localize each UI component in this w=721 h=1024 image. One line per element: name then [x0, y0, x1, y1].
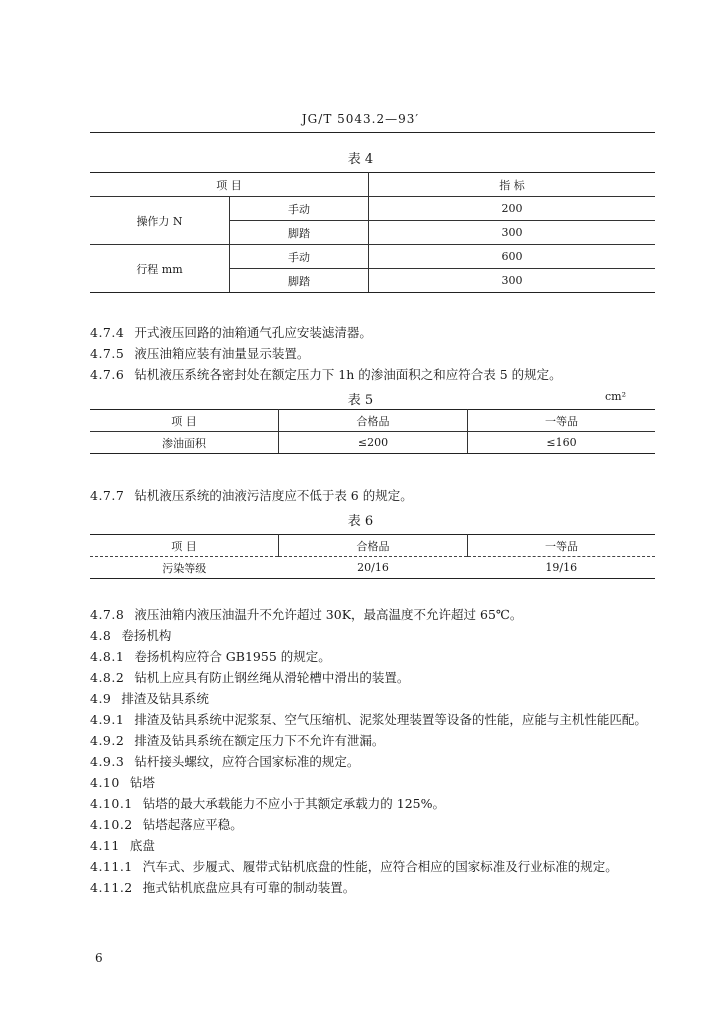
table4-value: 300: [369, 221, 656, 245]
table4-mode: 手动: [230, 197, 369, 221]
section-heading: 4.11 底盘: [90, 838, 155, 853]
table4-group-force: 操作力 N: [90, 197, 230, 245]
page-number: 6: [95, 951, 103, 965]
section-heading: 4.8 卷扬机构: [90, 628, 172, 643]
table4-header-item: 项 目: [90, 173, 369, 197]
table4-header-index: 指 标: [369, 173, 656, 197]
table6-header: 项 目: [90, 535, 279, 557]
clause: 4.8.2 钻机上应具有防止钢丝绳从滑轮槽中滑出的装置。: [90, 670, 410, 685]
table4-value: 200: [369, 197, 656, 221]
table5-caption: 表 5: [347, 393, 374, 408]
table4-mode: 脚踏: [230, 221, 369, 245]
table5-cell: ≤200: [279, 432, 468, 454]
document-code-header: JG/T 5043.2—93′: [301, 112, 420, 126]
table6: [90, 534, 655, 579]
table5-cell: ≤160: [468, 432, 656, 454]
clause: 4.11.1 汽车式、步履式、履带式钻机底盘的性能，应符合相应的国家标准及行业标准的规定。: [90, 859, 618, 874]
clause-list-a: [90, 322, 660, 385]
clause: 4.7.8 液压油箱内液压油温升不允许超过 30K，最高温度不允许超过 65℃。: [90, 607, 523, 622]
table6-caption: 表 6: [347, 514, 374, 529]
section-heading: 4.9 排渣及钻具系统: [90, 691, 209, 706]
section-heading: 4.10 钻塔: [90, 775, 155, 790]
table5-unit: cm²: [605, 390, 627, 403]
clause: 4.10.1 钻塔的最大承载能力不应小于其额定承载力的 125%。: [90, 796, 445, 811]
table6-cell: 19/16: [468, 557, 656, 579]
clause: 4.8.1 卷扬机构应符合 GB1955 的规定。: [90, 649, 331, 664]
table6-header: 合格品: [279, 535, 468, 557]
table4-group-stroke: 行程 mm: [90, 245, 230, 293]
table5-header: 合格品: [279, 410, 468, 432]
clause: 4.11.2 拖式钻机底盘应具有可靠的制动装置。: [90, 880, 356, 895]
clause-477: 4.7.7 钻机液压系统的油液污洁度应不低于表 6 的规定。: [90, 488, 413, 503]
table5-cell: 渗油面积: [90, 432, 279, 454]
clause: 4.9.3 钻杆接头螺纹，应符合国家标准的规定。: [90, 754, 360, 769]
table4-value: 300: [369, 269, 656, 293]
table5-header: 项 目: [90, 410, 279, 432]
table6-cell: 污染等级: [90, 557, 279, 579]
table4: [90, 172, 655, 293]
table6-cell: 20/16: [279, 557, 468, 579]
clause: 4.9.1 排渣及钻具系统中泥浆泵、空气压缩机、泥浆处理装置等设备的性能，应能与主机性能匹配。: [90, 712, 647, 727]
table5-header: 一等品: [468, 410, 656, 432]
clause: 4.9.2 排渣及钻具系统在额定压力下不允许有泄漏。: [90, 733, 385, 748]
clause-list-b: [90, 604, 660, 898]
clause: 4.10.2 钻塔起落应平稳。: [90, 817, 243, 832]
table4-mode: 脚踏: [230, 269, 369, 293]
clause: 4.7.5 液压油箱应装有油量显示装置。: [90, 346, 310, 361]
table4-value: 600: [369, 245, 656, 269]
table6-header: 一等品: [468, 535, 656, 557]
table4-mode: 手动: [230, 245, 369, 269]
clause: 4.7.6 钻机液压系统各密封处在额定压力下 1h 的渗油面积之和应符合表 5 的规定。: [90, 367, 562, 382]
table4-caption: 表 4: [347, 152, 374, 167]
header-rule: [90, 132, 655, 133]
table5: [90, 409, 655, 454]
clause: 4.7.4 开式液压回路的油箱通气孔应安装滤清器。: [90, 325, 372, 340]
